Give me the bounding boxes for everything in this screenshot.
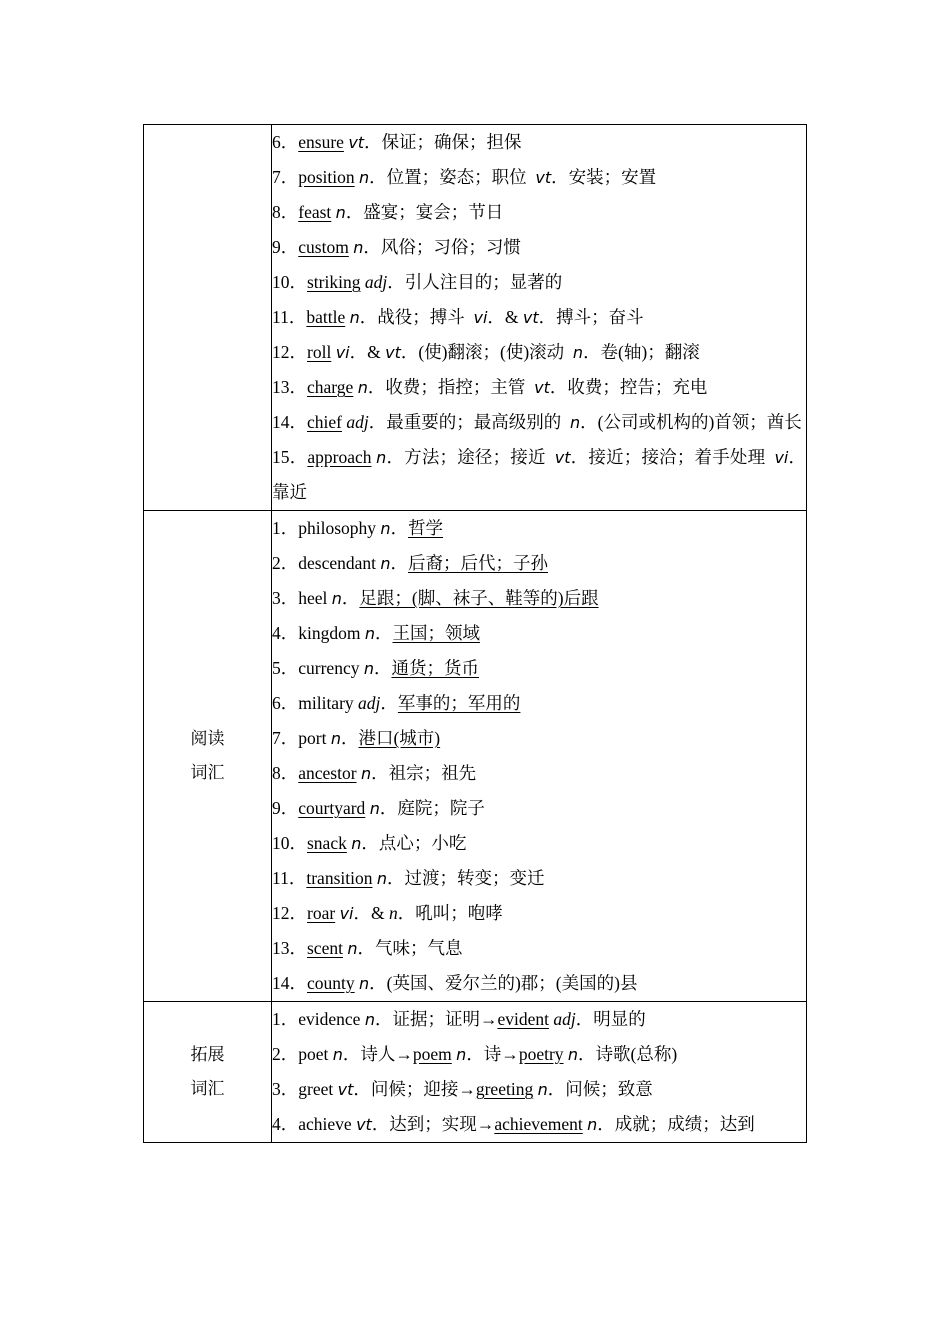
entry-text: ．	[390, 553, 409, 573]
part-of-speech: adj	[553, 1009, 576, 1029]
headword: 通货；货币	[391, 658, 479, 678]
entry-number: 1．	[272, 1009, 299, 1029]
part-of-speech: vi	[774, 448, 789, 467]
vocab-entry	[272, 405, 806, 440]
part-of-speech: adj	[364, 272, 388, 292]
part-of-speech: adj	[346, 412, 369, 432]
part-of-speech: n	[357, 378, 368, 397]
entry-text: military	[298, 693, 359, 713]
entry-text: ．引人注目的；显著的	[387, 272, 563, 292]
vocab-entry	[272, 896, 806, 931]
part-of-speech: vt	[535, 168, 552, 187]
part-of-speech: n	[353, 238, 364, 257]
headword: battle	[306, 307, 346, 327]
entry-text: ．诗歌(总称)	[578, 1044, 678, 1064]
part-of-speech: n	[332, 1045, 343, 1064]
headword: poem	[412, 1044, 452, 1064]
entry-text: ．搏斗；奋斗	[538, 307, 644, 327]
entry-number: 14．	[272, 973, 307, 993]
headword: ancestor	[298, 763, 357, 783]
entry-text: ．&	[487, 307, 523, 327]
headword: chief	[307, 412, 342, 432]
headword: 哲学	[408, 518, 444, 538]
extended-vocab-row	[144, 1002, 807, 1143]
entry-text: ．收费；指控；主管	[367, 377, 535, 397]
entry-number: 3．	[272, 1079, 299, 1099]
entry-number: 4．	[272, 623, 299, 643]
part-of-speech: n	[330, 729, 341, 748]
entry-text: evidence	[298, 1009, 365, 1029]
entry-text: port	[298, 728, 331, 748]
entry-number: 8．	[272, 763, 299, 783]
headword: ensure	[298, 132, 344, 152]
entry-text: greet	[298, 1079, 338, 1099]
entry-text: ．	[380, 693, 398, 713]
headword: custom	[298, 237, 349, 257]
part-of-speech: vt	[348, 133, 365, 152]
entry-text: ．靠近	[272, 447, 807, 502]
entry-number: 15．	[272, 447, 308, 467]
entry-number: 7．	[272, 728, 299, 748]
part-of-speech: n	[335, 203, 346, 222]
vocab-entry	[272, 931, 806, 966]
entry-text: ．(公司或机构的)首领；酋长	[580, 412, 802, 432]
headword: charge	[307, 377, 354, 397]
vocab-entry	[272, 546, 806, 581]
entry-number: 10．	[272, 272, 307, 292]
part-of-speech: vi	[335, 343, 350, 362]
part-of-speech: vt	[554, 448, 571, 467]
entry-number: 2．	[272, 553, 299, 573]
entry-number: 3．	[272, 588, 299, 608]
vocab-entry	[272, 721, 806, 756]
headword: greeting	[475, 1079, 534, 1099]
part-of-speech: n	[388, 903, 398, 923]
entry-number: 9．	[272, 237, 299, 257]
part-of-speech: n	[567, 1045, 579, 1064]
entry-text: ．位置；姿态；职位	[369, 167, 536, 187]
vocab-entry	[272, 335, 806, 370]
part-of-speech: vi	[473, 308, 488, 327]
entry-text: ．	[375, 623, 393, 643]
section-label: 阅读 词汇	[144, 511, 272, 1002]
vocab-entry	[272, 511, 806, 546]
vocab-entry	[272, 581, 806, 616]
headword: position	[298, 167, 355, 187]
headword: 港口(城市)	[358, 728, 441, 748]
entry-number: 6．	[272, 132, 299, 152]
entry-text: ．(英国、爱尔兰的)郡；(美国的)县	[369, 973, 638, 993]
entries-list	[272, 1002, 807, 1143]
vocab-entry	[272, 1002, 806, 1037]
entry-text: kingdom	[298, 623, 365, 643]
headword: transition	[306, 868, 373, 888]
part-of-speech: n	[376, 448, 387, 467]
entry-number: 9．	[272, 798, 299, 818]
vocab-entry	[272, 686, 806, 721]
section-label: 拓展 词汇	[144, 1002, 272, 1143]
entry-text: descendant	[298, 553, 381, 573]
entry-text: currency	[298, 658, 364, 678]
entry-text: ．诗→	[466, 1044, 519, 1064]
vocab-entry	[272, 651, 806, 686]
entry-text: ．盛宴；宴会；节日	[345, 202, 504, 222]
headword: courtyard	[298, 798, 366, 818]
part-of-speech: n	[351, 834, 362, 853]
vocab-entry	[272, 440, 806, 510]
entries-list	[272, 511, 807, 1002]
part-of-speech: n	[569, 413, 581, 432]
part-of-speech: n	[360, 764, 372, 783]
part-of-speech: vt	[356, 1115, 372, 1134]
entries-list	[272, 125, 807, 511]
section-label	[144, 125, 272, 511]
entry-text: ．达到；实现→	[371, 1114, 495, 1134]
vocab-entry	[272, 756, 806, 791]
part-of-speech: n	[349, 308, 360, 327]
part-of-speech: n	[537, 1080, 548, 1099]
entry-text: ．祖宗；祖先	[371, 763, 477, 783]
part-of-speech: n	[376, 869, 387, 888]
entry-number: 13．	[272, 938, 307, 958]
vocab-entry	[272, 1107, 806, 1142]
part-of-speech: vt	[522, 308, 539, 327]
entry-text: ．战役；搏斗	[359, 307, 474, 327]
part-of-speech: n	[359, 168, 370, 187]
entry-text: ．最重要的；最高级别的	[368, 412, 570, 432]
entry-number: 2．	[272, 1044, 299, 1064]
headword: approach	[307, 447, 372, 467]
entry-text: ．过渡；转变；变迁	[386, 868, 545, 888]
entry-text: ．证据；证明→	[374, 1009, 498, 1029]
entry-text: ．吼叫；咆哮	[397, 903, 503, 923]
headword: 王国；领域	[392, 623, 480, 643]
entry-text: ．接近；接洽；着手处理	[570, 447, 775, 467]
entry-number: 12．	[272, 342, 307, 362]
vocab-entry	[272, 616, 806, 651]
entry-number: 10．	[272, 833, 307, 853]
entry-text: ．	[373, 658, 392, 678]
core-vocab-row	[144, 125, 807, 511]
entry-number: 12．	[272, 903, 307, 923]
part-of-speech: n	[456, 1045, 467, 1064]
vocabulary-table	[143, 124, 807, 1143]
entry-number: 1．	[272, 518, 299, 538]
part-of-speech: n	[380, 554, 391, 573]
entry-text: ．	[340, 728, 359, 748]
vocab-entry	[272, 265, 806, 300]
headword: roar	[307, 903, 336, 923]
headword: 军事的；军用的	[397, 693, 521, 713]
headword: 后裔；后代；子孙	[408, 553, 549, 573]
headword: roll	[307, 342, 332, 362]
entry-number: 14．	[272, 412, 307, 432]
entry-text: ．问候；致意	[547, 1079, 653, 1099]
part-of-speech: n	[587, 1115, 598, 1134]
headword: feast	[298, 202, 332, 222]
part-of-speech: n	[363, 659, 374, 678]
headword: county	[307, 973, 355, 993]
vocab-entry	[272, 300, 806, 335]
entry-text: ．明显的	[575, 1009, 646, 1029]
vocab-entry	[272, 1037, 806, 1072]
part-of-speech: n	[380, 519, 391, 538]
reading-vocab-row	[144, 511, 807, 1002]
part-of-speech: vi	[339, 904, 354, 923]
headword: evident	[497, 1009, 549, 1029]
entry-text: ．保证；确保；担保	[364, 132, 522, 152]
part-of-speech: adj	[358, 693, 381, 713]
part-of-speech: n	[331, 589, 342, 608]
part-of-speech: vt	[534, 378, 550, 397]
entry-text: ．	[390, 518, 409, 538]
vocab-entry	[272, 966, 806, 1001]
vocab-entry	[272, 861, 806, 896]
part-of-speech: n	[369, 799, 380, 818]
entry-text: poet	[298, 1044, 333, 1064]
entry-number: 4．	[272, 1114, 299, 1134]
headword: striking	[307, 272, 361, 292]
vocab-entry	[272, 826, 806, 861]
vocab-entry	[272, 1072, 806, 1107]
entry-number: 8．	[272, 202, 299, 222]
entry-text: ．	[341, 588, 360, 608]
vocabulary-table-body	[144, 125, 807, 1143]
entry-text: ．安装；安置	[551, 167, 657, 187]
entry-number: 13．	[272, 377, 307, 397]
entry-number: 11．	[272, 307, 307, 327]
entry-number: 7．	[272, 167, 299, 187]
part-of-speech: n	[359, 974, 370, 993]
vocab-entry	[272, 791, 806, 826]
headword: snack	[307, 833, 347, 853]
entry-number: 5．	[272, 658, 299, 678]
entry-text: ．诗人→	[342, 1044, 413, 1064]
entry-text: ．问候；迎接→	[353, 1079, 476, 1099]
entry-text: achieve	[298, 1114, 357, 1134]
entry-text: ．成就；成绩；达到	[597, 1114, 755, 1134]
part-of-speech: vt	[385, 343, 401, 362]
entry-text: heel	[298, 588, 332, 608]
headword: achievement	[494, 1114, 583, 1134]
entry-text: ．&	[353, 903, 389, 923]
part-of-speech: n	[364, 1010, 375, 1029]
entry-text: philosophy	[298, 518, 381, 538]
part-of-speech: n	[364, 624, 375, 643]
vocab-entry	[272, 160, 806, 195]
entry-text: ．(使)翻滚；(使)滚动	[400, 342, 573, 362]
part-of-speech: n	[347, 939, 358, 958]
vocab-entry	[272, 195, 806, 230]
entry-text: ．点心；小吃	[361, 833, 467, 853]
vocab-entry	[272, 125, 806, 160]
headword: poetry	[518, 1044, 564, 1064]
part-of-speech: n	[572, 343, 584, 362]
headword: 足跟；(脚、袜子、鞋等的)后跟	[359, 588, 599, 608]
headword: scent	[307, 938, 343, 958]
entry-text: ．方法；途径；接近	[386, 447, 555, 467]
entry-text: ．卷(轴)；翻滚	[583, 342, 700, 362]
part-of-speech: vt	[337, 1080, 354, 1099]
entry-text: ．&	[349, 342, 386, 362]
entry-text: ．庭院；院子	[379, 798, 485, 818]
entry-number: 6．	[272, 693, 299, 713]
entry-text: ．气味；气息	[357, 938, 463, 958]
entry-text: ．风俗；习俗；习惯	[363, 237, 521, 257]
entry-text: ．收费；控告；充电	[549, 377, 708, 397]
vocab-entry	[272, 230, 806, 265]
entry-number: 11．	[272, 868, 307, 888]
vocab-entry	[272, 370, 806, 405]
